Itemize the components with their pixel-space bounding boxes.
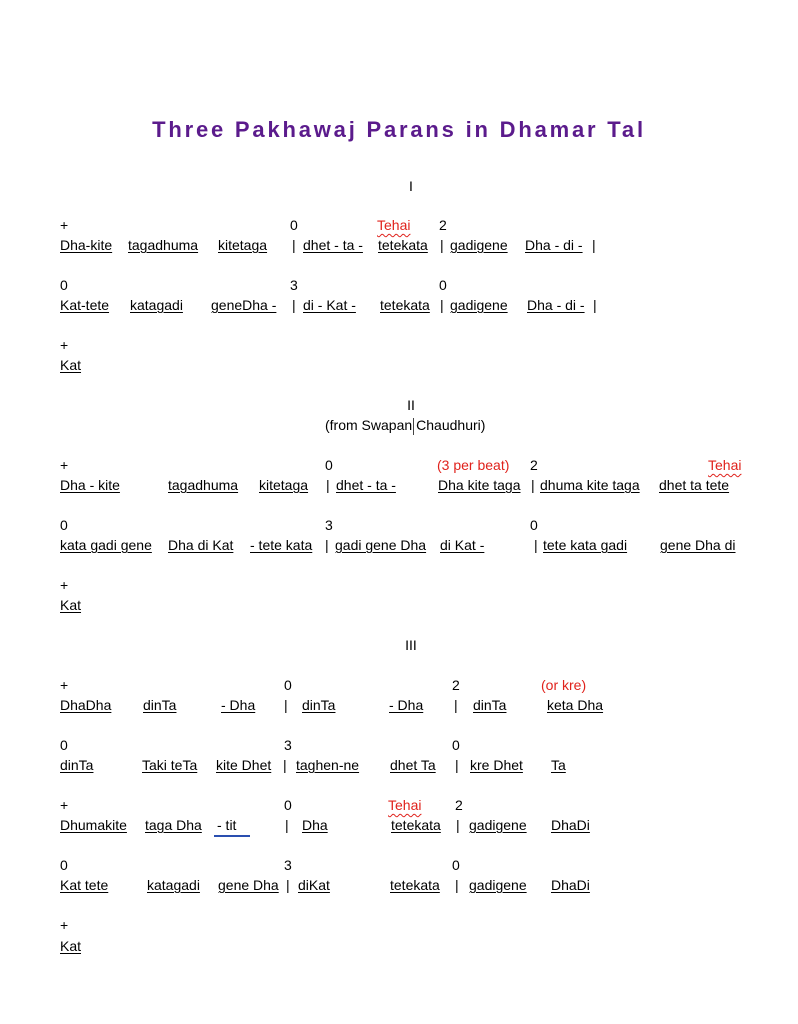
- paran-2-source: [325, 417, 485, 435]
- khali-marker: 0: [60, 517, 68, 533]
- paran-1-heading: I: [409, 178, 413, 194]
- bol: tetekata: [391, 817, 441, 833]
- bol: Kat: [60, 597, 82, 613]
- bol: geneDha -: [211, 297, 277, 313]
- bol: DhaDi: [551, 877, 590, 893]
- bol: katagadi: [130, 297, 183, 313]
- bol: tagadhuma: [128, 237, 199, 253]
- khali-marker: 0: [60, 857, 68, 873]
- bar-line: |: [292, 297, 296, 313]
- bol: dinTa: [60, 757, 94, 773]
- bar-line: |: [286, 877, 290, 893]
- bol: - Dha: [221, 697, 256, 713]
- bar-line: |: [531, 477, 535, 493]
- bol: Kat-tete: [60, 297, 110, 313]
- bol: kitetaga: [218, 237, 268, 253]
- bol: dhet - ta -: [336, 477, 396, 493]
- page-title: Three Pakhawaj Parans in Dhamar Tal: [152, 117, 646, 142]
- bol: dhet ta tete: [659, 477, 730, 493]
- paran-3-heading: III: [405, 637, 417, 653]
- bol: Dha - kite: [60, 477, 120, 493]
- bol: taghen-ne: [296, 757, 360, 773]
- bar-line: |: [440, 237, 444, 253]
- sam-marker: +: [60, 457, 69, 473]
- sam-marker: +: [60, 577, 69, 593]
- bar-line: |: [440, 297, 444, 313]
- tali-marker: 3: [325, 517, 333, 533]
- tehai-label: Tehai: [377, 217, 411, 233]
- bol: Taki teTa: [142, 757, 198, 773]
- sam-marker: +: [60, 917, 69, 933]
- bol: Dha di Kat: [168, 537, 234, 553]
- bol: dhet - ta -: [303, 237, 363, 253]
- khali-marker: 0: [452, 737, 460, 753]
- khali-marker: 0: [530, 517, 538, 533]
- tali-marker: 3: [284, 857, 292, 873]
- source-text-pre: (from Swapan: [325, 417, 413, 433]
- bol: dinTa: [143, 697, 177, 713]
- bol: Dhumakite: [60, 817, 127, 833]
- bol: gadigene: [469, 817, 527, 833]
- bol: - tete kata: [250, 537, 313, 553]
- bar-line: |: [326, 477, 330, 493]
- bol: DhaDi: [551, 817, 590, 833]
- sam-marker: +: [60, 677, 69, 693]
- tali-marker: 2: [455, 797, 463, 813]
- bol: dhuma kite taga: [540, 477, 640, 493]
- bol: dinTa: [473, 697, 507, 713]
- bol: tetekata: [378, 237, 428, 253]
- bar-line: |: [284, 697, 288, 713]
- tali-marker: 3: [290, 277, 298, 293]
- bar-line: |: [455, 877, 459, 893]
- bol: Kat: [60, 357, 82, 373]
- bol: taga Dha: [145, 817, 202, 833]
- bol: kite Dhet: [216, 757, 272, 773]
- sam-marker: +: [60, 337, 69, 353]
- bar-line: |: [285, 817, 289, 833]
- bol: DhaDha: [60, 697, 112, 713]
- tehai-label: Tehai: [708, 457, 742, 473]
- tali-marker: 2: [530, 457, 538, 473]
- sam-marker: +: [60, 797, 69, 813]
- bol: gene Dha di: [660, 537, 736, 553]
- tehai-label: Tehai: [388, 797, 422, 813]
- bar-line: |: [455, 757, 459, 773]
- tali-marker: 3: [284, 737, 292, 753]
- bar-line: |: [292, 237, 296, 253]
- bol: - tit: [217, 817, 237, 833]
- bol: Kat tete: [60, 877, 109, 893]
- sam-marker: +: [60, 217, 69, 233]
- khali-marker: 0: [452, 857, 460, 873]
- khali-marker: 0: [290, 217, 298, 233]
- text-cursor: [413, 418, 414, 435]
- tali-marker: 2: [439, 217, 447, 233]
- khali-marker: 0: [60, 277, 68, 293]
- source-text-post: Chaudhuri): [416, 417, 486, 433]
- bar-line: |: [325, 537, 329, 553]
- note-annotation: (or kre): [541, 677, 587, 693]
- bol: kre Dhet: [470, 757, 523, 773]
- khali-marker: 0: [284, 677, 292, 693]
- bol: Dha: [302, 817, 328, 833]
- bol: tetekata: [390, 877, 440, 893]
- bol: Dha kite taga: [438, 477, 521, 493]
- bol: Dha-kite: [60, 237, 113, 253]
- bol: tete kata gadi: [543, 537, 628, 553]
- bol: di - Kat -: [303, 297, 356, 313]
- khali-marker: 0: [284, 797, 292, 813]
- khali-marker: 0: [439, 277, 447, 293]
- bol: keta Dha: [547, 697, 604, 713]
- paran-2-heading: II: [407, 397, 415, 413]
- bar-line: |: [534, 537, 538, 553]
- bol: Dha - di -: [525, 237, 583, 253]
- bar-line: |: [454, 697, 458, 713]
- bol: - Dha: [389, 697, 424, 713]
- khali-marker: 0: [325, 457, 333, 473]
- bar-line: |: [592, 237, 596, 253]
- bol: kata gadi gene: [60, 537, 152, 553]
- bol: tagadhuma: [168, 477, 239, 493]
- bol: dhet Ta: [390, 757, 436, 773]
- bol: gadigene: [469, 877, 527, 893]
- bol: kitetaga: [259, 477, 309, 493]
- bol: tetekata: [380, 297, 430, 313]
- note-annotation: (3 per beat): [437, 457, 510, 473]
- blue-underline: [214, 835, 250, 837]
- bol: Ta: [551, 757, 566, 773]
- bol: Dha - di -: [527, 297, 585, 313]
- bar-line: |: [456, 817, 460, 833]
- bol: gadigene: [450, 297, 508, 313]
- bar-line: |: [283, 757, 287, 773]
- bol: gadi gene Dha: [335, 537, 427, 553]
- bol: gene Dha: [218, 877, 279, 893]
- bar-line: |: [593, 297, 597, 313]
- khali-marker: 0: [60, 737, 68, 753]
- bol: dinTa: [302, 697, 336, 713]
- bol: di Kat -: [440, 537, 485, 553]
- bol: Kat: [60, 938, 82, 954]
- bol: diKat: [298, 877, 330, 893]
- tali-marker: 2: [452, 677, 460, 693]
- bol: katagadi: [147, 877, 200, 893]
- bol: gadigene: [450, 237, 508, 253]
